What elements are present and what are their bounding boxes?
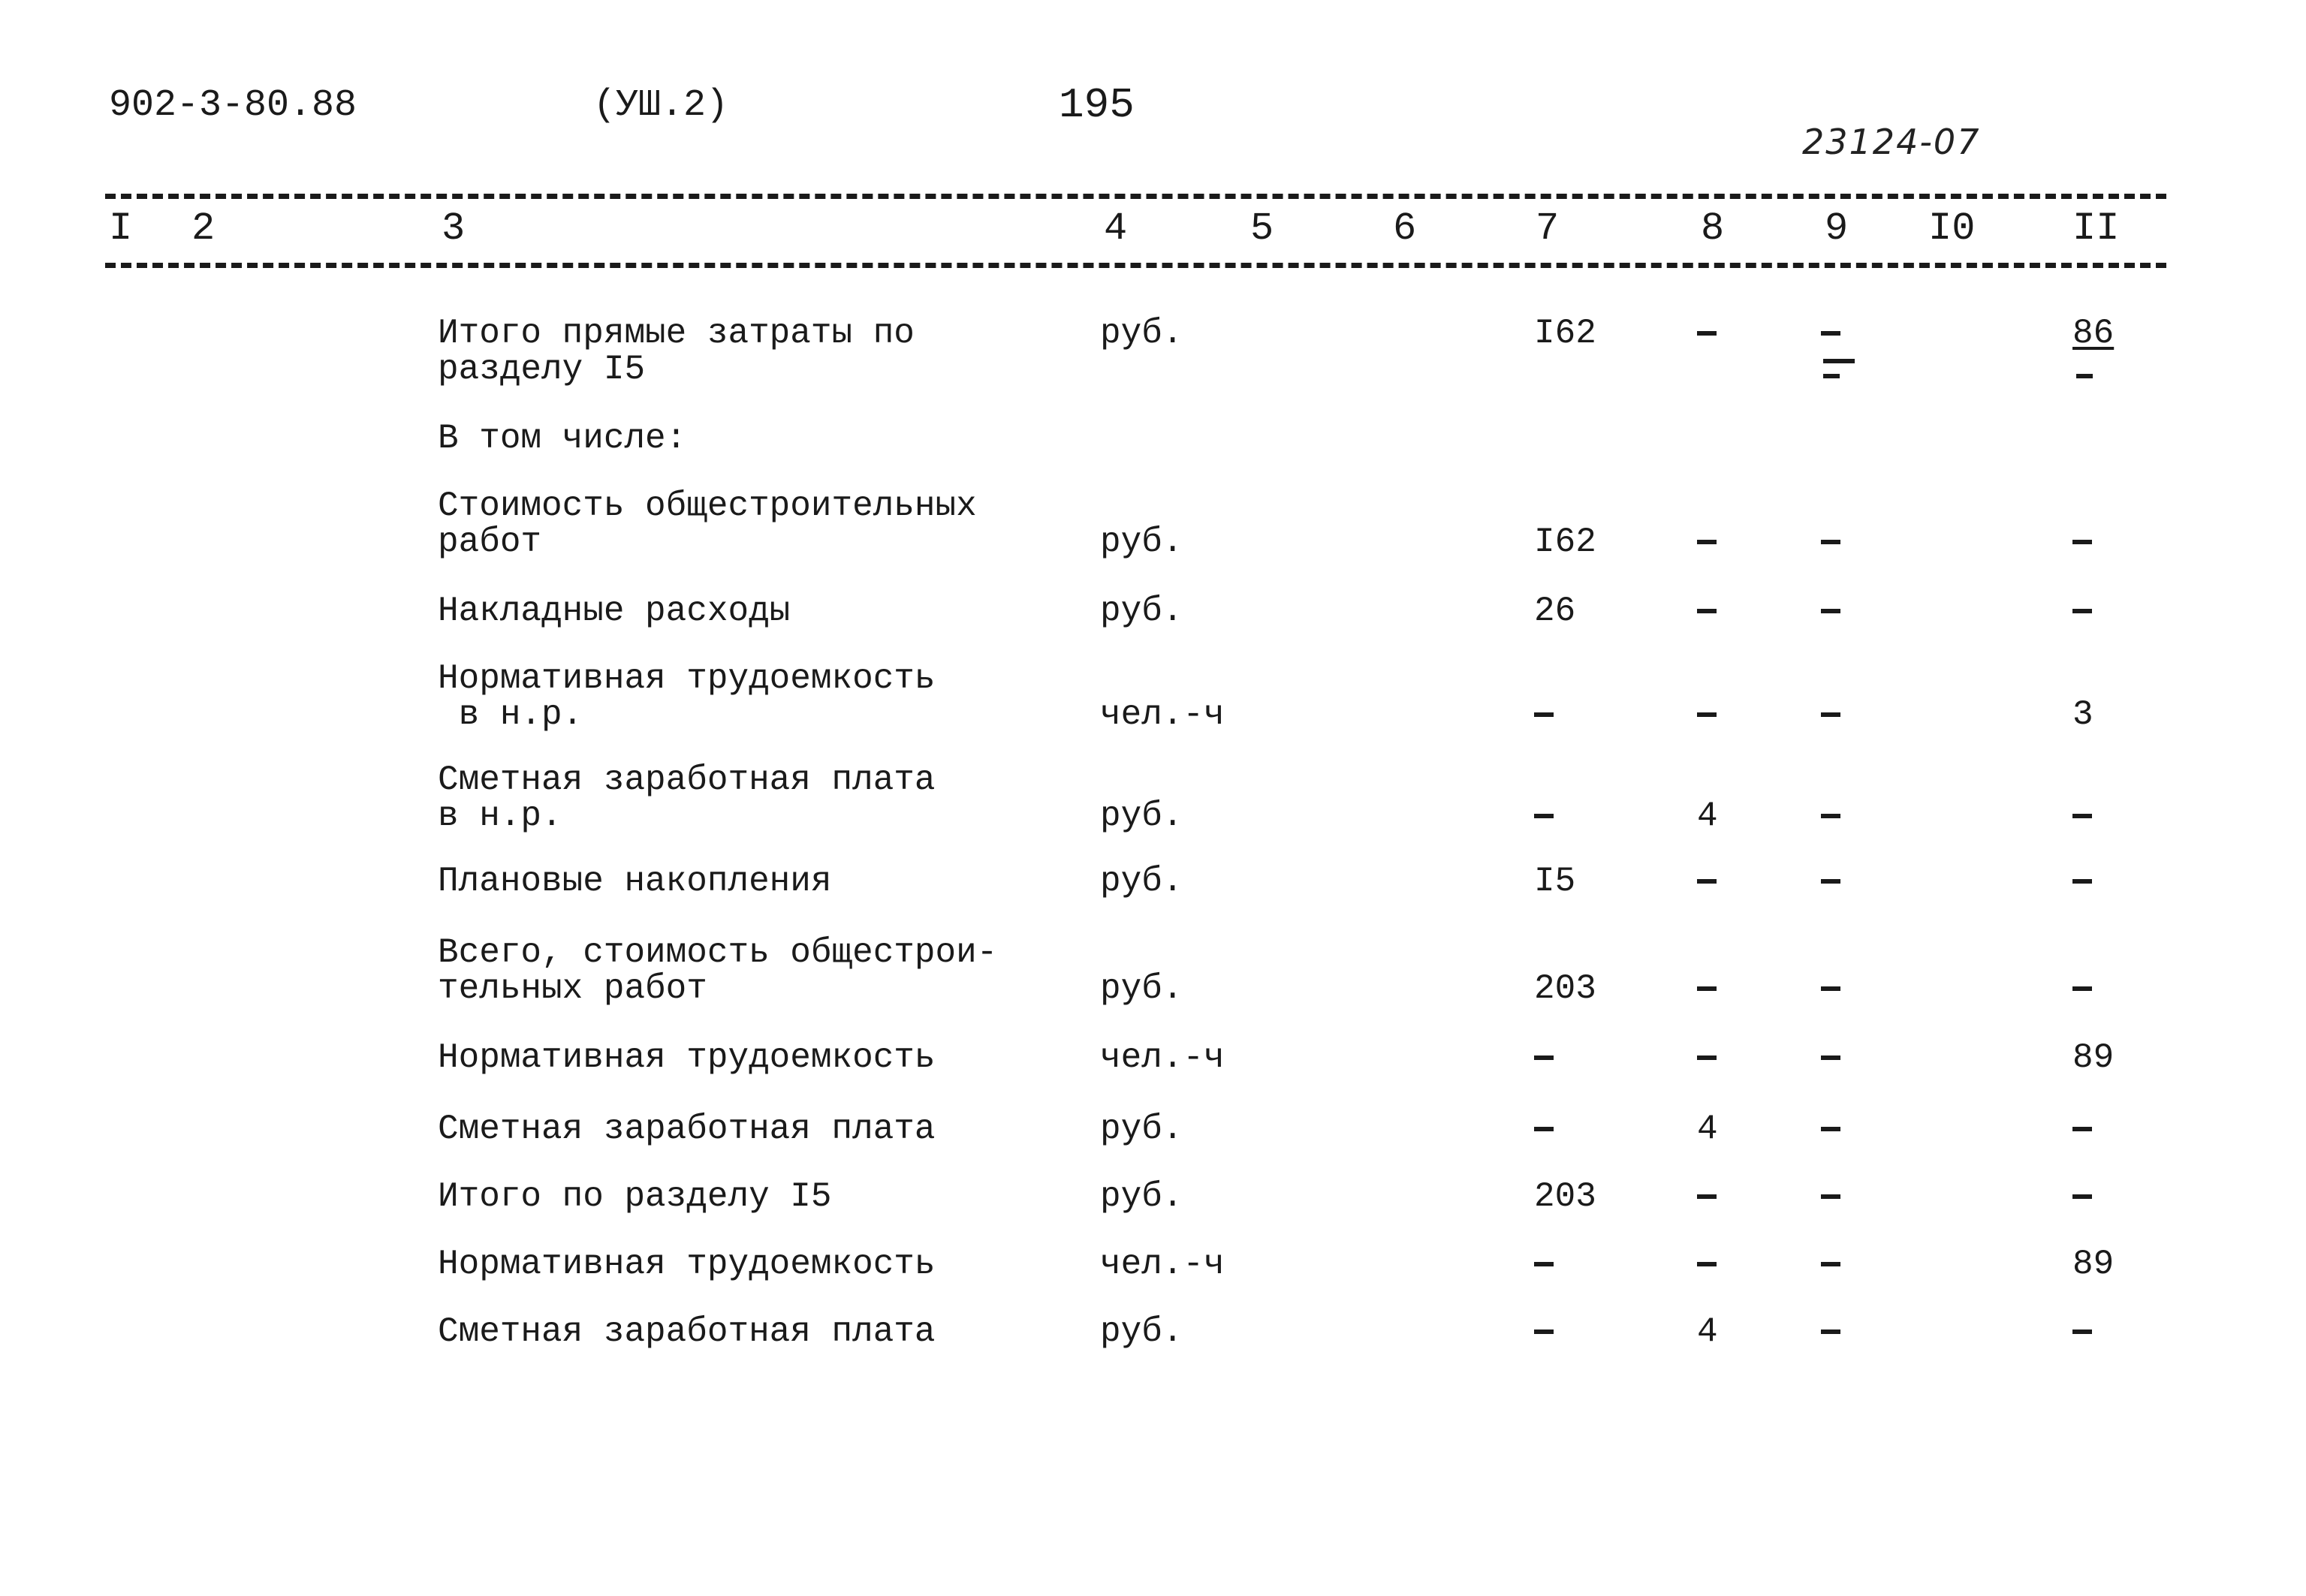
dash-mark — [1534, 1127, 1554, 1131]
value-col11: 89 — [2072, 1245, 2115, 1284]
dash-mark — [1821, 1194, 1840, 1199]
dash-mark — [1534, 712, 1554, 717]
description-line: в н.р. — [438, 695, 583, 734]
dash-mark — [1697, 540, 1717, 544]
column-number: 5 — [1250, 206, 1274, 251]
row-unit: руб. — [1100, 1312, 1183, 1351]
value-col11: 89 — [2072, 1038, 2115, 1077]
album-number: (УШ.2) — [593, 84, 729, 127]
description-line: Итого прямые затраты по — [438, 314, 915, 353]
document-code: 902-3-80.88 — [109, 84, 357, 127]
value-col7: I62 — [1534, 522, 1596, 562]
value-col8: 4 — [1697, 1312, 1718, 1351]
dash-mark — [1821, 1127, 1840, 1131]
description-line: Сметная заработная плата — [438, 760, 936, 800]
value-col9 — [1821, 971, 1840, 1007]
value-col8: 4 — [1697, 796, 1718, 836]
row-description — [438, 1040, 936, 1076]
value-col11 — [2072, 863, 2092, 899]
row-description — [438, 762, 936, 834]
description-line: Накладные расходы — [438, 592, 791, 631]
dash-mark — [1821, 1262, 1840, 1266]
row-description — [438, 488, 977, 560]
value-col9 — [1821, 863, 1840, 899]
row-description — [438, 1179, 832, 1215]
value-col8 — [1697, 1040, 1717, 1076]
row-unit: руб. — [1100, 862, 1183, 901]
dash-mark — [1697, 331, 1717, 336]
row-description — [438, 863, 832, 899]
dash-mark — [1534, 1055, 1554, 1060]
value-col8 — [1697, 524, 1717, 560]
row-description — [438, 1246, 936, 1282]
value-col7: 203 — [1534, 1177, 1596, 1216]
row-description — [438, 420, 686, 456]
dash-mark — [1697, 1194, 1717, 1199]
description-line: В том числе: — [438, 419, 687, 458]
column-number: I0 — [1928, 206, 1976, 251]
dash-mark — [1821, 540, 1840, 544]
sub-dash-mark — [2076, 374, 2093, 378]
value-col11 — [2072, 524, 2092, 560]
value-col9 — [1821, 1179, 1840, 1215]
value-col9 — [1821, 1314, 1840, 1350]
sub-dash-mark — [1823, 374, 1840, 378]
column-number: II — [2072, 206, 2120, 251]
value-col8 — [1697, 593, 1717, 629]
row-unit: чел.-ч — [1100, 1245, 1225, 1284]
row-description — [438, 1111, 936, 1147]
column-number: 3 — [442, 206, 466, 251]
dash-mark — [2072, 1194, 2092, 1199]
dash-mark — [2072, 540, 2092, 544]
value-col8: 4 — [1697, 1110, 1718, 1149]
value-col11 — [2072, 593, 2092, 629]
dash-mark — [1697, 712, 1717, 717]
value-col8 — [1697, 863, 1717, 899]
dash-mark — [2072, 609, 2092, 613]
description-line: Нормативная трудоемкость — [438, 1038, 936, 1077]
row-unit: руб. — [1100, 796, 1183, 836]
dash-mark — [1821, 1055, 1840, 1060]
description-line: Всего, стоимость общестрои- — [438, 933, 998, 972]
value-col9 — [1821, 1111, 1840, 1147]
description-line: Нормативная трудоемкость — [438, 1245, 936, 1284]
column-number: 8 — [1701, 206, 1725, 251]
value-col8 — [1697, 1179, 1717, 1215]
description-line: работ — [438, 522, 542, 562]
row-description — [438, 935, 997, 1007]
dash-mark — [1821, 1329, 1840, 1334]
value-col9 — [1821, 697, 1840, 733]
dash-mark — [1821, 814, 1840, 818]
value-col11: 86 — [2072, 314, 2115, 353]
column-number: I — [109, 206, 133, 251]
dash-mark — [1697, 986, 1717, 991]
value-col7 — [1534, 1111, 1554, 1147]
value-col9 — [1821, 315, 1840, 351]
inventory-number: 23124-07 — [1802, 122, 1981, 162]
page-number: 195 — [1059, 81, 1135, 129]
dash-mark — [1821, 609, 1840, 613]
dash-mark — [1697, 609, 1717, 613]
value-col11 — [2072, 1111, 2092, 1147]
description-line: Нормативная трудоемкость — [438, 659, 936, 698]
row-description — [438, 1314, 936, 1350]
value-col7: 203 — [1534, 969, 1596, 1008]
description-line: Итого по разделу I5 — [438, 1177, 832, 1216]
dash-mark — [2072, 1329, 2092, 1334]
dash-mark — [2072, 986, 2092, 991]
column-number: 7 — [1536, 206, 1560, 251]
value-col11 — [2072, 971, 2092, 1007]
value-col8 — [1697, 697, 1717, 733]
column-number: 6 — [1393, 206, 1417, 251]
description-line: в н.р. — [438, 796, 562, 836]
row-unit: чел.-ч — [1100, 695, 1225, 734]
dash-mark — [1697, 879, 1717, 884]
header-bottom-rule — [105, 263, 2166, 268]
row-description — [438, 593, 790, 629]
column-number: 4 — [1104, 206, 1128, 251]
value-col9 — [1821, 593, 1840, 629]
description-line: разделу I5 — [438, 350, 646, 389]
value-col7 — [1534, 798, 1554, 834]
dash-mark — [1697, 1055, 1717, 1060]
description-line: Стоимость общестроительных — [438, 486, 977, 525]
dash-mark — [1697, 1262, 1717, 1266]
column-number: 9 — [1825, 206, 1849, 251]
row-unit: руб. — [1100, 522, 1183, 562]
value-col8 — [1697, 315, 1717, 351]
value-col7: 26 — [1534, 592, 1576, 631]
description-line: Сметная заработная плата — [438, 1110, 936, 1149]
dash-mark — [2072, 1127, 2092, 1131]
value-col7: I5 — [1534, 862, 1576, 901]
description-line: тельных работ — [438, 969, 707, 1008]
row-unit: руб. — [1100, 592, 1183, 631]
value-col7 — [1534, 1314, 1554, 1350]
dash-mark — [1534, 1329, 1554, 1334]
dash-mark — [2072, 814, 2092, 818]
dash-mark — [1821, 712, 1840, 717]
column-number: 2 — [191, 206, 216, 251]
row-unit: чел.-ч — [1100, 1038, 1225, 1077]
value-col7 — [1534, 1040, 1554, 1076]
dash-mark — [1534, 814, 1554, 818]
row-unit: руб. — [1100, 1110, 1183, 1149]
value-col9 — [1821, 1246, 1840, 1282]
row-description — [438, 661, 936, 733]
row-unit: руб. — [1100, 969, 1183, 1008]
underline-mark — [1823, 359, 1855, 363]
value-col11: 3 — [2072, 695, 2093, 734]
value-col11 — [2072, 1314, 2092, 1350]
header-top-rule — [105, 194, 2166, 199]
dash-mark — [1534, 1262, 1554, 1266]
value-col7: I62 — [1534, 314, 1596, 353]
description-line: Плановые накопления — [438, 862, 832, 901]
value-col9 — [1821, 798, 1840, 834]
value-col9 — [1821, 524, 1840, 560]
row-unit: руб. — [1100, 1177, 1183, 1216]
value-col11 — [2072, 798, 2092, 834]
value-col8 — [1697, 971, 1717, 1007]
dash-mark — [1821, 331, 1840, 336]
description-line: Сметная заработная плата — [438, 1312, 936, 1351]
dash-mark — [2072, 879, 2092, 884]
row-description — [438, 315, 915, 387]
value-col11 — [2072, 1179, 2092, 1215]
value-col9 — [1821, 1040, 1840, 1076]
value-col8 — [1697, 1246, 1717, 1282]
dash-mark — [1821, 879, 1840, 884]
dash-mark — [1821, 986, 1840, 991]
value-col7 — [1534, 1246, 1554, 1282]
value-col7 — [1534, 697, 1554, 733]
row-unit: руб. — [1100, 314, 1183, 353]
